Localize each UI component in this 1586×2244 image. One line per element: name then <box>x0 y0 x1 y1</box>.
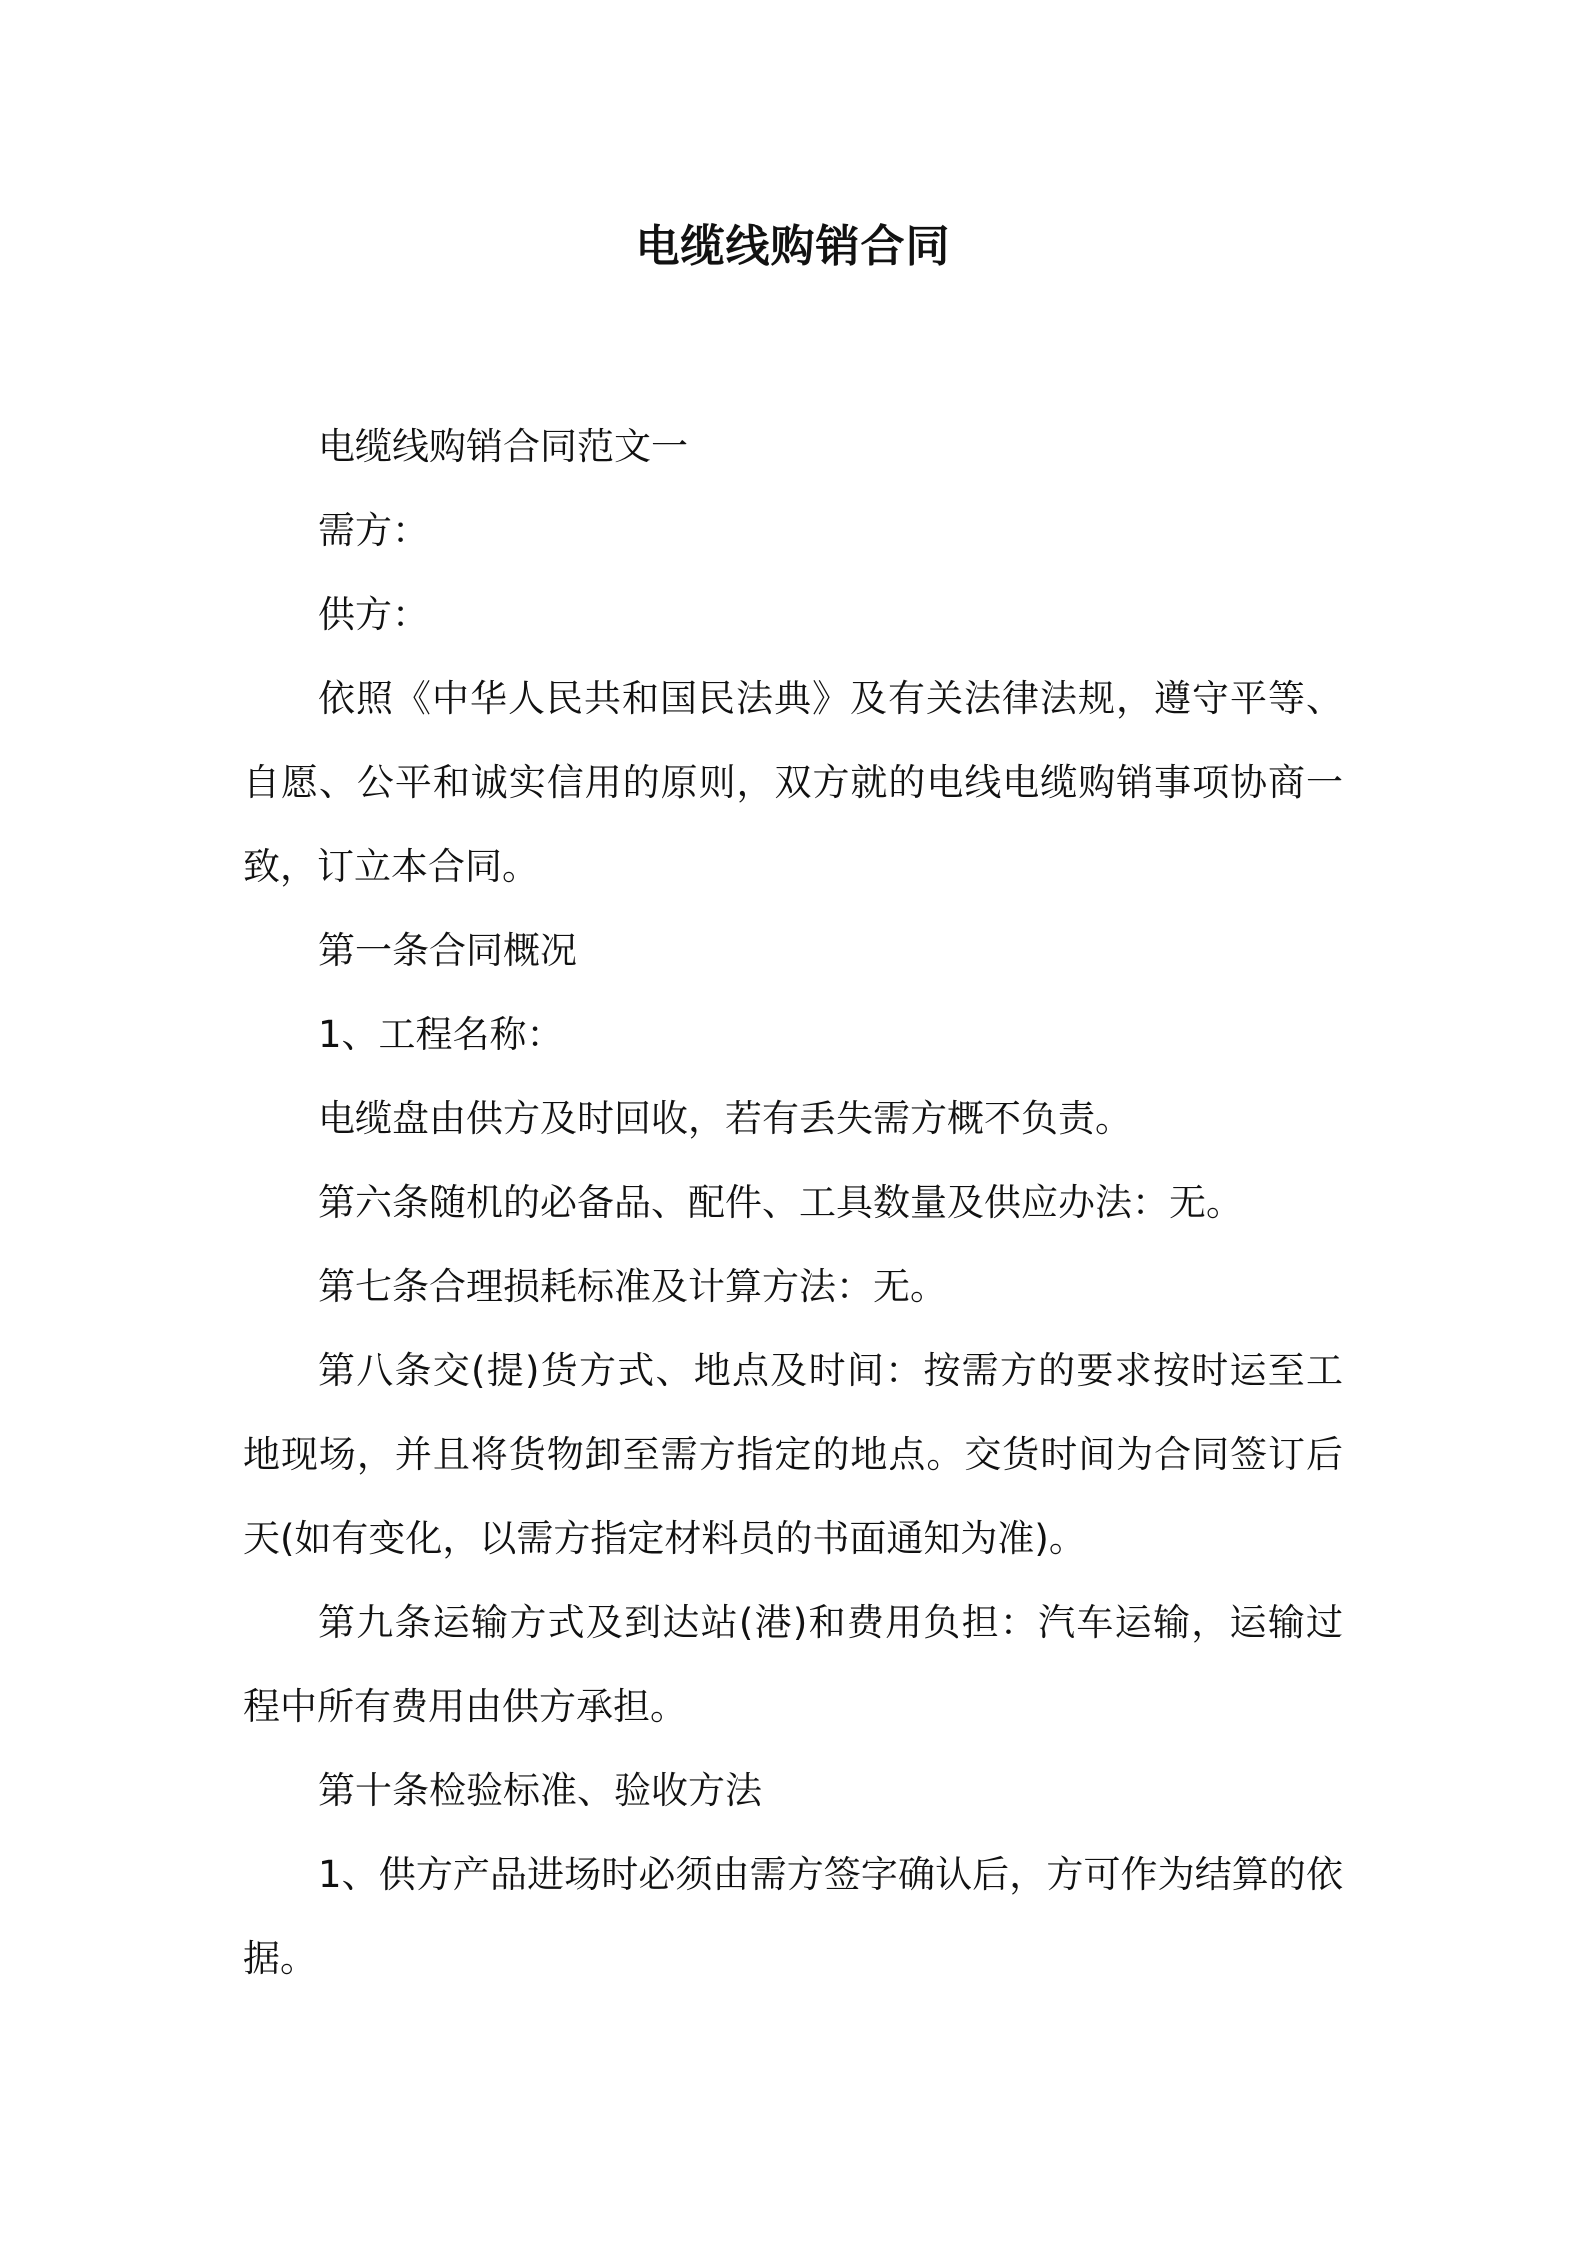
paragraph-cable-reel: 电缆盘由供方及时回收，若有丢失需方概不负责。 <box>318 1097 1132 1140</box>
paragraph-supplier: 供方： <box>318 593 429 636</box>
paragraph-article-10: 第十条检验标准、验收方法 <box>318 1769 762 1812</box>
paragraph-article-9: 第九条运输方式及到达站(港)和费用负担：汽车运输，运输过程中所有费用由供方承担。 <box>243 1601 1343 1728</box>
paragraph-buyer: 需方： <box>318 509 429 552</box>
paragraph-project-name: 1、工程名称： <box>318 1013 564 1056</box>
paragraph-heading-sample: 电缆线购销合同范文一 <box>318 425 688 468</box>
document-title: 电缆线购销合同 <box>635 221 951 272</box>
paragraph-inspection-1: 1、供方产品进场时必须由需方签字确认后，方可作为结算的依据。 <box>243 1853 1343 1980</box>
paragraph-preamble: 依照《中华人民共和国民法典》及有关法律法规，遵守平等、自愿、公平和诚实信用的原则，双方就的电线电缆购销事项协商一致，订立本合同。 <box>243 677 1343 888</box>
paragraph-article-7: 第七条合理损耗标准及计算方法：无。 <box>318 1265 947 1308</box>
paragraph-article-1: 第一条合同概况 <box>318 929 577 972</box>
document-body <box>243 405 1343 2001</box>
paragraph-article-8: 第八条交(提)货方式、地点及时间：按需方的要求按时运至工地现场，并且将货物卸至需方指定的地点。交货时间为合同签订后天(如有变化，以需方指定材料员的书面通知为准)。 <box>243 1349 1343 1560</box>
paragraph-article-6: 第六条随机的必备品、配件、工具数量及供应办法：无。 <box>318 1181 1243 1224</box>
